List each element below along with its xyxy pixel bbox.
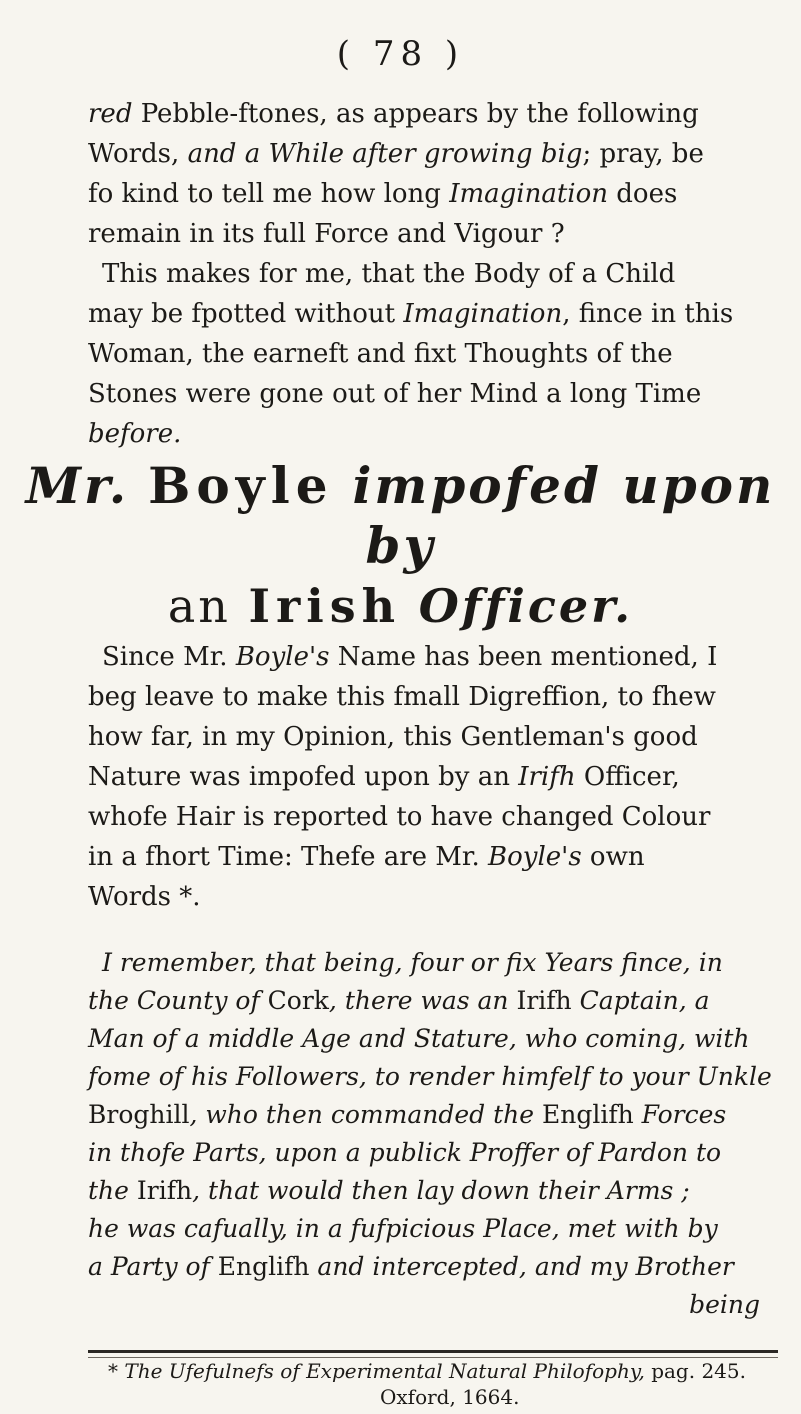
- heading-line-1: Mr. Boyle impofed upon by: [25, 456, 776, 575]
- catchword: being: [689, 1290, 760, 1319]
- text-line: I remember, that being, four or fix Years fince, in: [102, 948, 723, 977]
- text-line: remain in its full Force and Vigour ?: [88, 219, 565, 249]
- text-line: he was cafually, in a fufpicious Place, met with by: [88, 1214, 718, 1243]
- text-line: a Party of Englifh and intercepted, and my Brother: [88, 1252, 734, 1281]
- text-line: Man of a middle Age and Stature, who coming, with: [88, 1024, 750, 1053]
- text-line: in thofe Parts, upon a publick Proffer of Pardon to: [88, 1138, 722, 1167]
- footnote-rule: [88, 1350, 778, 1353]
- section-heading: [0, 456, 801, 636]
- text-line: Since Mr. Boyle's Name has been mentioned, I: [102, 642, 718, 672]
- text-line: before.: [88, 419, 182, 449]
- page-number: ( 78 ): [336, 34, 465, 74]
- text-line: may be fpotted without Imagination, fince in this: [88, 299, 734, 329]
- paragraph-2: [88, 637, 778, 917]
- text-line: This makes for me, that the Body of a Child: [102, 259, 676, 289]
- text-line: Nature was impofed upon by an Irifh Officer,: [88, 762, 680, 792]
- text-line: in a fhort Time: Thefe are Mr. Boyle's own: [88, 842, 645, 872]
- text-line: how far, in my Opinion, this Gentleman's good: [88, 722, 698, 752]
- text-line: fome of his Followers, to render himfelf to your Unkle: [88, 1062, 772, 1091]
- footnote-line-2: Oxford, 1664.: [380, 1385, 520, 1409]
- text-line: red Pebble-ftones, as appears by the following: [88, 99, 699, 129]
- text-line: Words *.: [88, 882, 201, 912]
- text-line: Stones were gone out of her Mind a long Time: [88, 379, 702, 409]
- heading-line-2: an Irish Officer.: [167, 579, 634, 633]
- footnote: * The Ufefulnefs of Experimental Natural Philofophy, pag. 245. Oxford, 1664.: [108, 1358, 778, 1410]
- text-line: the County of Cork, there was an Irifh Captain, a: [88, 986, 710, 1015]
- text-line: whofe Hair is reported to have changed Colour: [88, 802, 711, 832]
- text-line: beg leave to make this fmall Digreffion, to fhew: [88, 682, 716, 712]
- text-line: fo kind to tell me how long Imagination does: [88, 179, 678, 209]
- text-line: Words, and a While after growing big; pray, be: [88, 139, 704, 169]
- quotation: [88, 944, 778, 1324]
- text-line: the Irifh, that would then lay down their Arms ;: [88, 1176, 690, 1205]
- text-line: Woman, the earneft and fixt Thoughts of the: [88, 339, 673, 369]
- text-line: Broghill, who then commanded the Englifh Forces: [88, 1100, 727, 1129]
- paragraph-1: [88, 94, 778, 454]
